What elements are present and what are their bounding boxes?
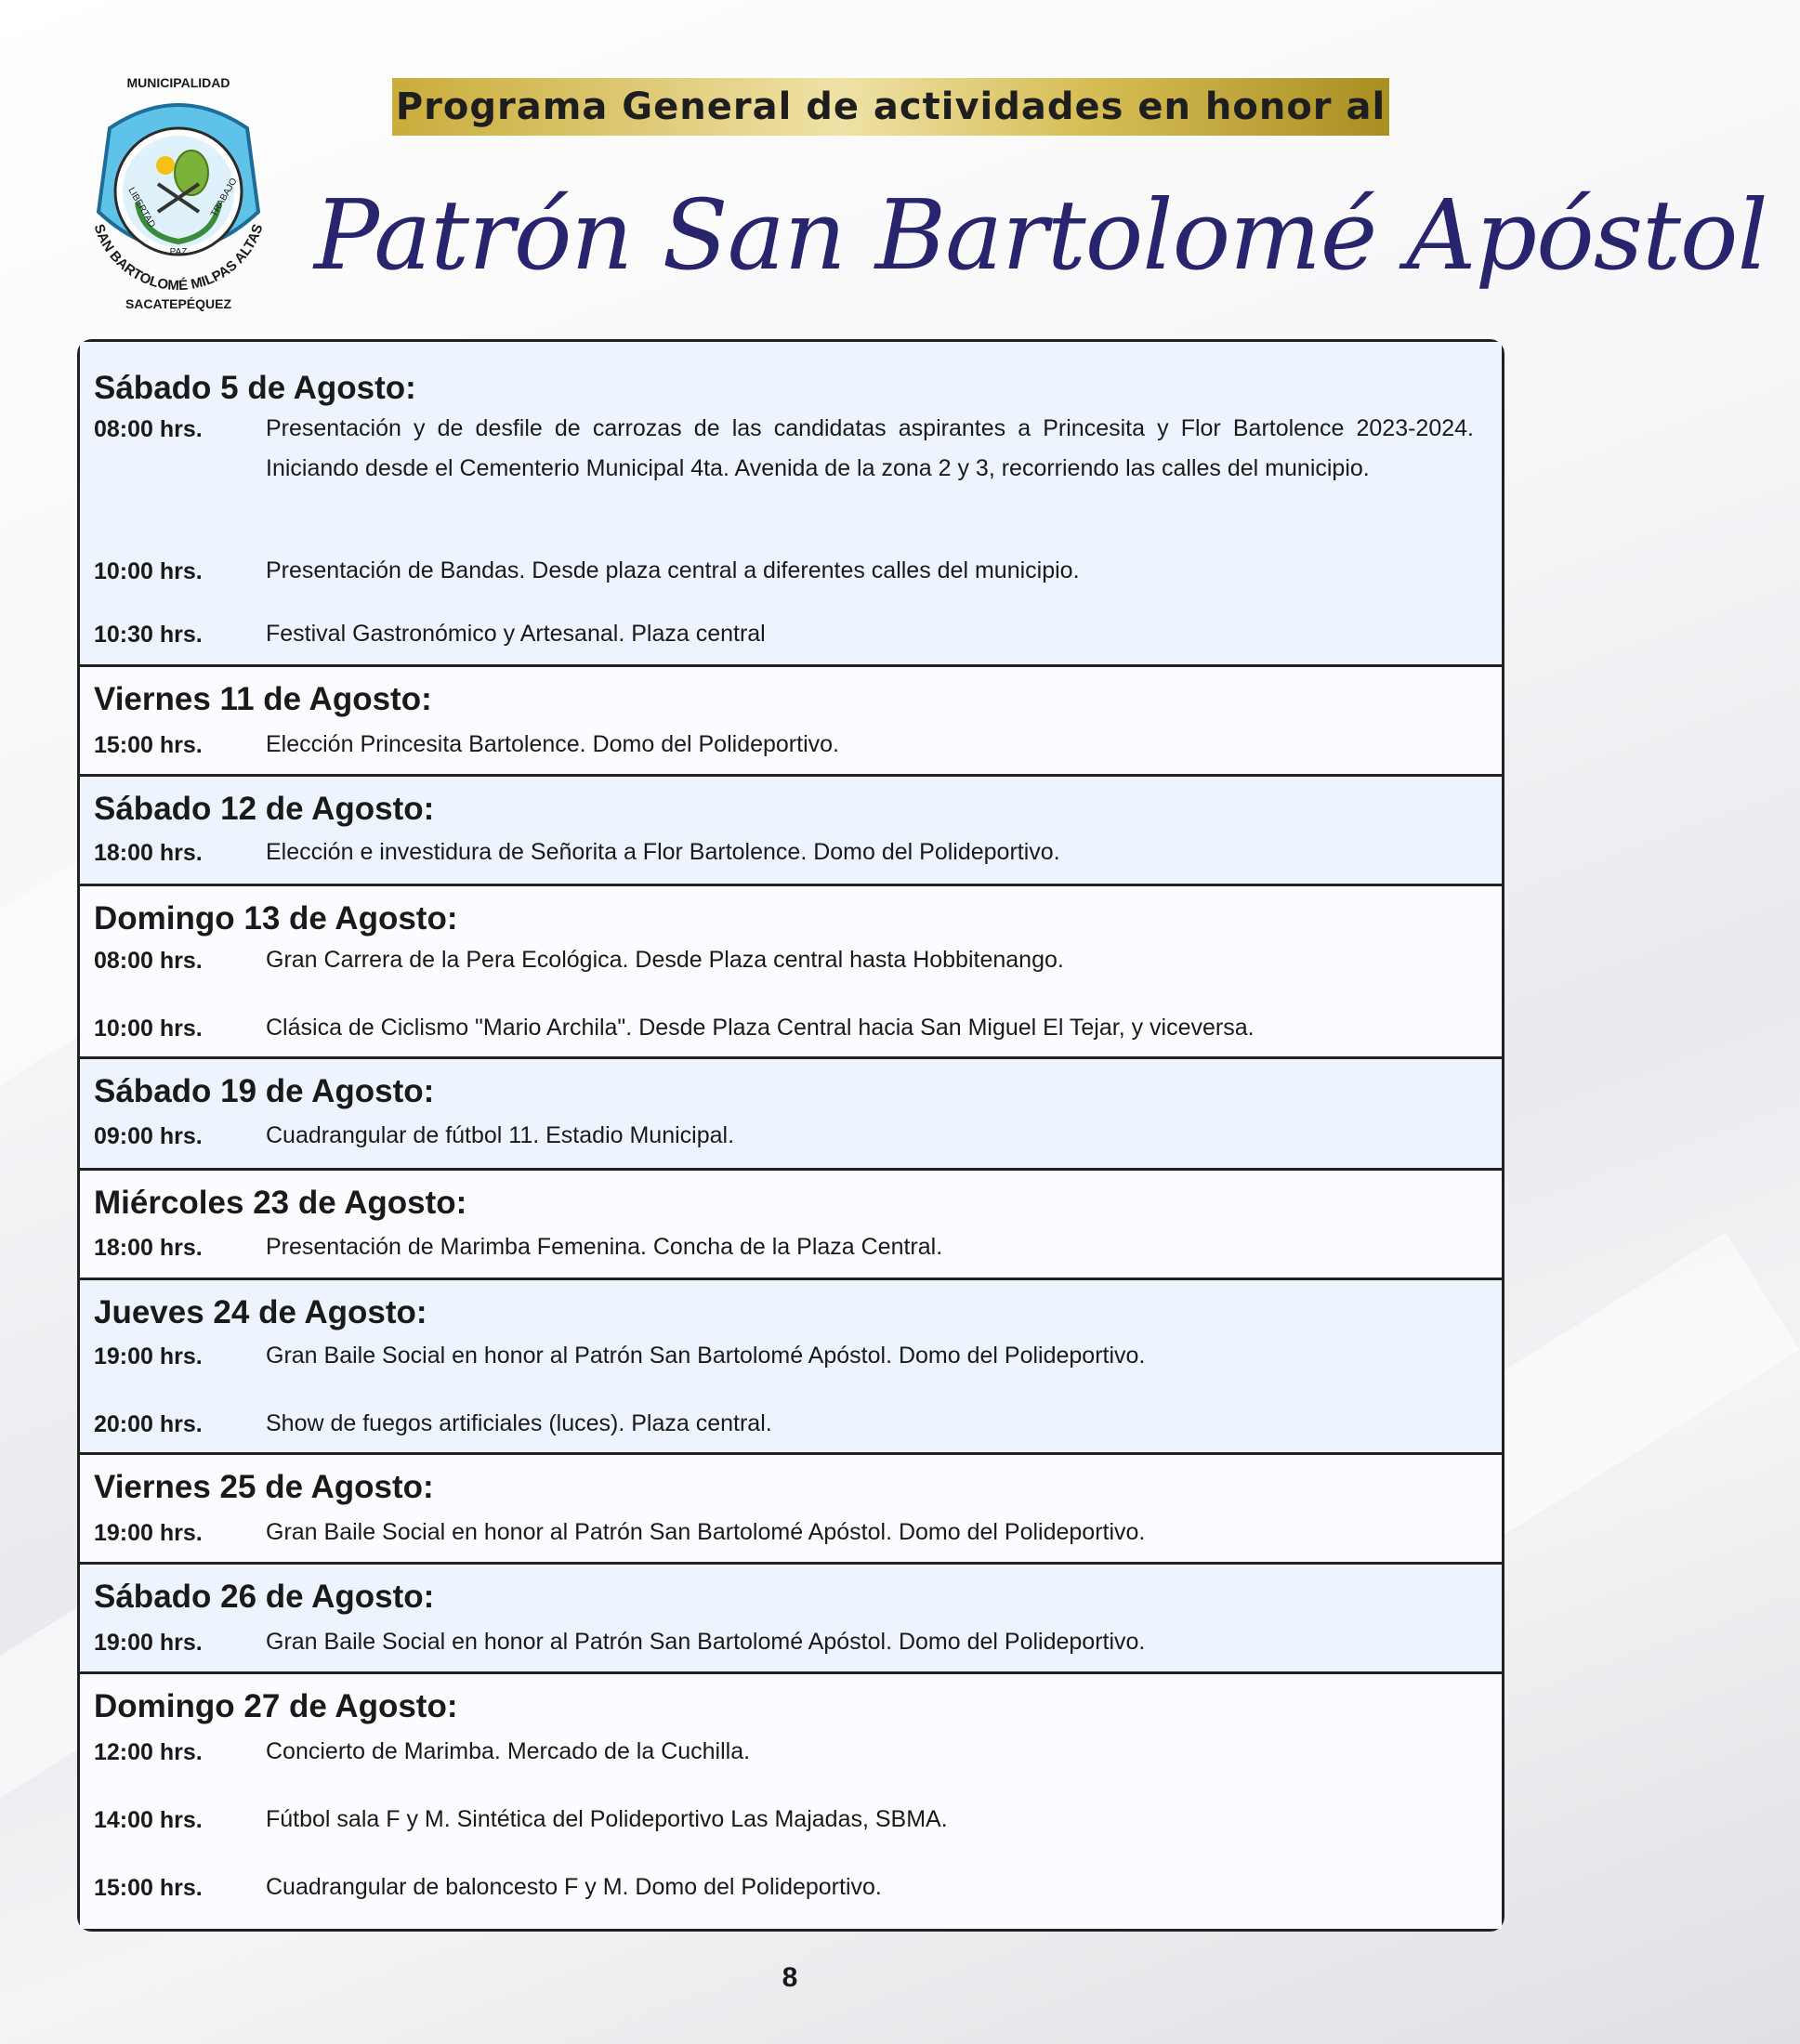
day-block-sabado-26 [80, 1565, 1502, 1674]
event-time: 10:00 hrs. [94, 558, 203, 584]
day-block-viernes-25 [80, 1455, 1502, 1565]
day-title: Viernes 25 de Agosto: [94, 1469, 434, 1505]
logo-ribbon-left: LIBERTAD [125, 186, 157, 230]
event-time: 15:00 hrs. [94, 732, 203, 758]
event-description: Gran Baile Social en honor al Patrón San Bartolomé Apóstol. Domo del Polideportivo. [266, 1519, 1146, 1545]
event-description: Cuadrangular de baloncesto F y M. Domo del Polideportivo. [266, 1874, 882, 1900]
event-time: 09:00 hrs. [94, 1123, 203, 1149]
event-description: Concierto de Marimba. Mercado de la Cuchilla. [266, 1738, 751, 1764]
event-time: 08:00 hrs. [94, 948, 203, 974]
day-title: Sábado 19 de Agosto: [94, 1073, 435, 1109]
day-block-sabado-19 [80, 1059, 1502, 1171]
event-time: 12:00 hrs. [94, 1739, 203, 1765]
event-description: Elección Princesita Bartolence. Domo del Polideportivo. [266, 731, 839, 757]
event-time: 10:00 hrs. [94, 1015, 203, 1042]
day-block-jueves-24 [80, 1280, 1502, 1455]
event-time: 10:30 hrs. [94, 622, 203, 648]
day-title: Sábado 12 de Agosto: [94, 791, 435, 827]
day-title: Domingo 27 de Agosto: [94, 1688, 458, 1724]
day-block-sabado-5 [80, 342, 1502, 667]
day-title: Viernes 11 de Agosto: [94, 681, 432, 717]
day-block-domingo-13 [80, 886, 1502, 1059]
event-description: Cuadrangular de fútbol 11. Estadio Municipal. [266, 1122, 735, 1148]
event-time: 19:00 hrs. [94, 1630, 203, 1656]
event-description: Gran Baile Social en honor al Patrón San Bartolomé Apóstol. Domo del Polideportivo. [266, 1343, 1146, 1369]
event-time: 14:00 hrs. [94, 1807, 203, 1833]
event-description: Elección e investidura de Señorita a Flor Bartolence. Domo del Polideportivo. [266, 839, 1060, 865]
event-description: Gran Baile Social en honor al Patrón San Bartolomé Apóstol. Domo del Polideportivo. [266, 1629, 1146, 1655]
page-number: 8 [782, 1962, 798, 1993]
header-banner: Programa General de actividades en honor al [392, 78, 1389, 136]
event-description: Gran Carrera de la Pera Ecológica. Desde Plaza central hasta Hobbitenango. [266, 947, 1064, 973]
schedule-panel [77, 339, 1504, 1932]
day-block-domingo-27 [80, 1674, 1502, 1929]
day-title: Sábado 5 de Agosto: [94, 370, 416, 406]
day-title: Sábado 26 de Agosto: [94, 1579, 435, 1615]
event-description: Festival Gastronómico y Artesanal. Plaza central [266, 621, 766, 647]
event-time: 20:00 hrs. [94, 1411, 203, 1437]
event-description: Presentación y de desfile de carrozas de las candidatas aspirantes a Princesita y Flor Bartolence 2023-2024. Iniciando desde el Cementerio Municipal 4ta. Avenida de la zona 2 y 3, recorriendo las calles del municipio. [266, 415, 1474, 481]
logo-top-text: MUNICIPALIDAD [126, 75, 230, 90]
day-block-sabado-12 [80, 777, 1502, 886]
day-title: Domingo 13 de Agosto: [94, 900, 458, 937]
logo-bottom-text: SACATEPÉQUEZ [125, 296, 232, 311]
event-time: 18:00 hrs. [94, 840, 203, 866]
municipal-seal-logo [72, 72, 284, 316]
event-description: Clásica de Ciclismo "Mario Archila". Desde Plaza Central hacia San Miguel El Tejar, y viceversa. [266, 1015, 1255, 1041]
day-block-miercoles-23 [80, 1171, 1502, 1280]
event-time: 08:00 hrs. [94, 416, 203, 442]
event-description: Presentación de Bandas. Desde plaza central a diferentes calles del municipio. [266, 557, 1080, 583]
event-description: Fútbol sala F y M. Sintética del Polideportivo Las Majadas, SBMA. [266, 1806, 948, 1832]
logo-ribbon-right: TRABAJO [209, 177, 240, 219]
logo-ribbon-center: PAZ [169, 247, 188, 257]
day-block-viernes-11 [80, 667, 1502, 777]
day-title: Miércoles 23 de Agosto: [94, 1185, 467, 1221]
event-time: 19:00 hrs. [94, 1343, 203, 1369]
event-time: 18:00 hrs. [94, 1235, 203, 1261]
event-time: 19:00 hrs. [94, 1520, 203, 1546]
event-description: Show de fuegos artificiales (luces). Plaza central. [266, 1410, 772, 1436]
page-title: Patrón San Bartolomé Apóstol [314, 178, 1767, 292]
day-title: Jueves 24 de Agosto: [94, 1294, 427, 1330]
logo-ring-text: SAN BARTOLOMÉ MILPAS ALTAS [90, 222, 267, 295]
event-description: Presentación de Marimba Femenina. Concha de la Plaza Central. [266, 1234, 943, 1260]
event-time: 15:00 hrs. [94, 1875, 203, 1901]
